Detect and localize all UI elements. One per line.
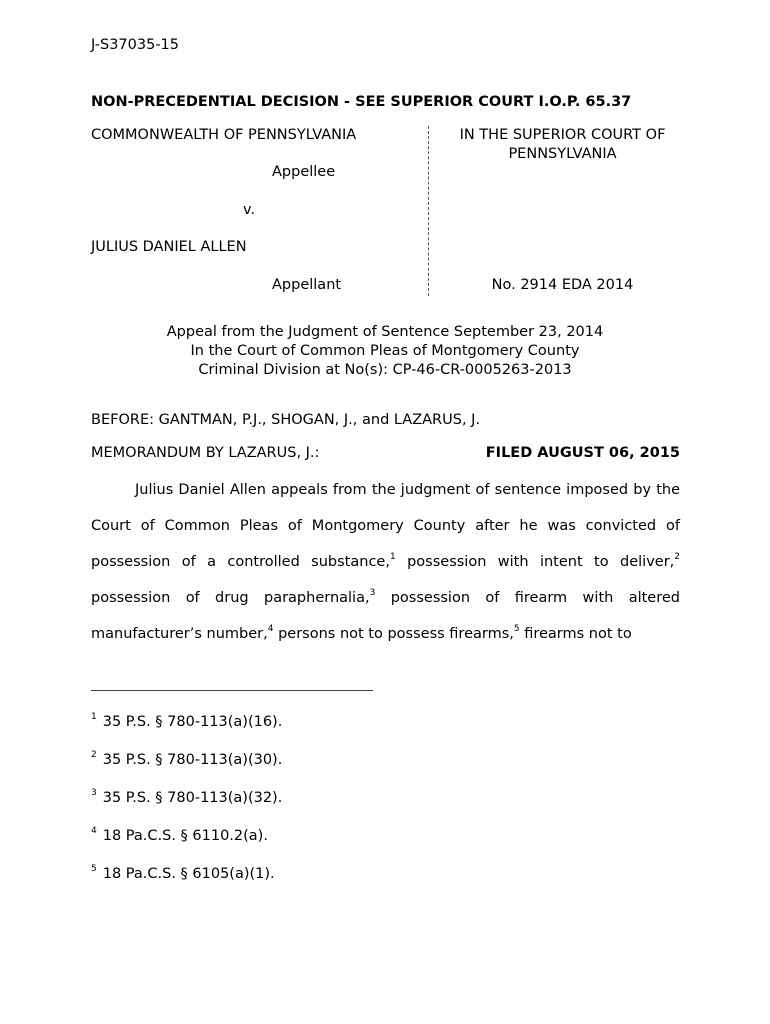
appellant-role: Appellant bbox=[272, 277, 342, 293]
footnote-text: 35 P.S. § 780-113(a)(32). bbox=[102, 790, 283, 806]
footnote-number: 5 bbox=[91, 864, 97, 874]
body-text-3: possession of drug paraphernalia, bbox=[91, 590, 370, 606]
filed-date: FILED AUGUST 06, 2015 bbox=[485, 445, 680, 461]
body-text-2: possession with intent to deliver, bbox=[395, 554, 675, 570]
footnote-text: 18 Pa.C.S. § 6105(a)(1). bbox=[102, 866, 275, 882]
memorandum-author: MEMORANDUM BY LAZARUS, J.: bbox=[91, 445, 320, 461]
footnote-ref-4: 4 bbox=[267, 624, 274, 634]
appellee-role: Appellee bbox=[272, 164, 336, 180]
body-text-1: Julius Daniel Allen appeals from the judgment of sentence imposed by the Court of Common Pleas of Montgomery County after he was convicted of possession of a controlled substance, bbox=[91, 482, 680, 570]
footnote-separator bbox=[91, 690, 373, 691]
footnote-number: 2 bbox=[91, 750, 97, 760]
appellee-name: COMMONWEALTH OF PENNSYLVANIA bbox=[91, 127, 357, 143]
footnote-number: 4 bbox=[91, 826, 97, 836]
appeal-line3: Criminal Division at No(s): CP-46-CR-0005263-2013 bbox=[198, 362, 572, 378]
footnote-ref-1: 1 bbox=[389, 552, 396, 562]
non-precedential-banner: NON-PRECEDENTIAL DECISION - SEE SUPERIOR COURT I.O.P. 65.37 bbox=[91, 94, 632, 110]
footnote-3 bbox=[91, 790, 282, 806]
appeal-line2: In the Court of Common Pleas of Montgomery County bbox=[190, 343, 580, 359]
footnote-number: 3 bbox=[91, 788, 97, 798]
appellant-name: JULIUS DANIEL ALLEN bbox=[91, 239, 247, 255]
appeal-line1: Appeal from the Judgment of Sentence September 23, 2014 bbox=[166, 324, 604, 340]
body-text-6: firearms not to bbox=[519, 626, 632, 642]
case-number: No. 2914 EDA 2014 bbox=[491, 277, 634, 293]
footnote-4 bbox=[91, 828, 268, 844]
footnote-ref-2: 2 bbox=[674, 552, 680, 562]
opinion-body bbox=[91, 472, 680, 652]
footnote-text: 35 P.S. § 780-113(a)(16). bbox=[102, 714, 283, 730]
footnote-text: 35 P.S. § 780-113(a)(30). bbox=[102, 752, 283, 768]
footnote-2 bbox=[91, 752, 282, 768]
footnote-1 bbox=[91, 714, 282, 730]
court-name-line2: PENNSYLVANIA bbox=[508, 146, 617, 162]
footnote-ref-3: 3 bbox=[369, 588, 376, 598]
footnote-text: 18 Pa.C.S. § 6110.2(a). bbox=[102, 828, 268, 844]
court-name-line1: IN THE SUPERIOR COURT OF bbox=[459, 127, 666, 143]
footnote-number: 1 bbox=[91, 712, 97, 722]
before-panel: BEFORE: GANTMAN, P.J., SHOGAN, J., and LAZARUS, J. bbox=[91, 412, 481, 428]
docket-number: J-S37035-15 bbox=[91, 37, 180, 53]
body-text-5: persons not to possess firearms, bbox=[273, 626, 514, 642]
caption-divider bbox=[428, 126, 429, 296]
versus: v. bbox=[243, 202, 256, 218]
footnote-ref-5: 5 bbox=[513, 624, 520, 634]
footnote-5 bbox=[91, 866, 275, 882]
opinion-paragraph bbox=[91, 472, 680, 652]
body-text-4: possession of firearm with altered manufacturer’s number, bbox=[91, 590, 680, 642]
